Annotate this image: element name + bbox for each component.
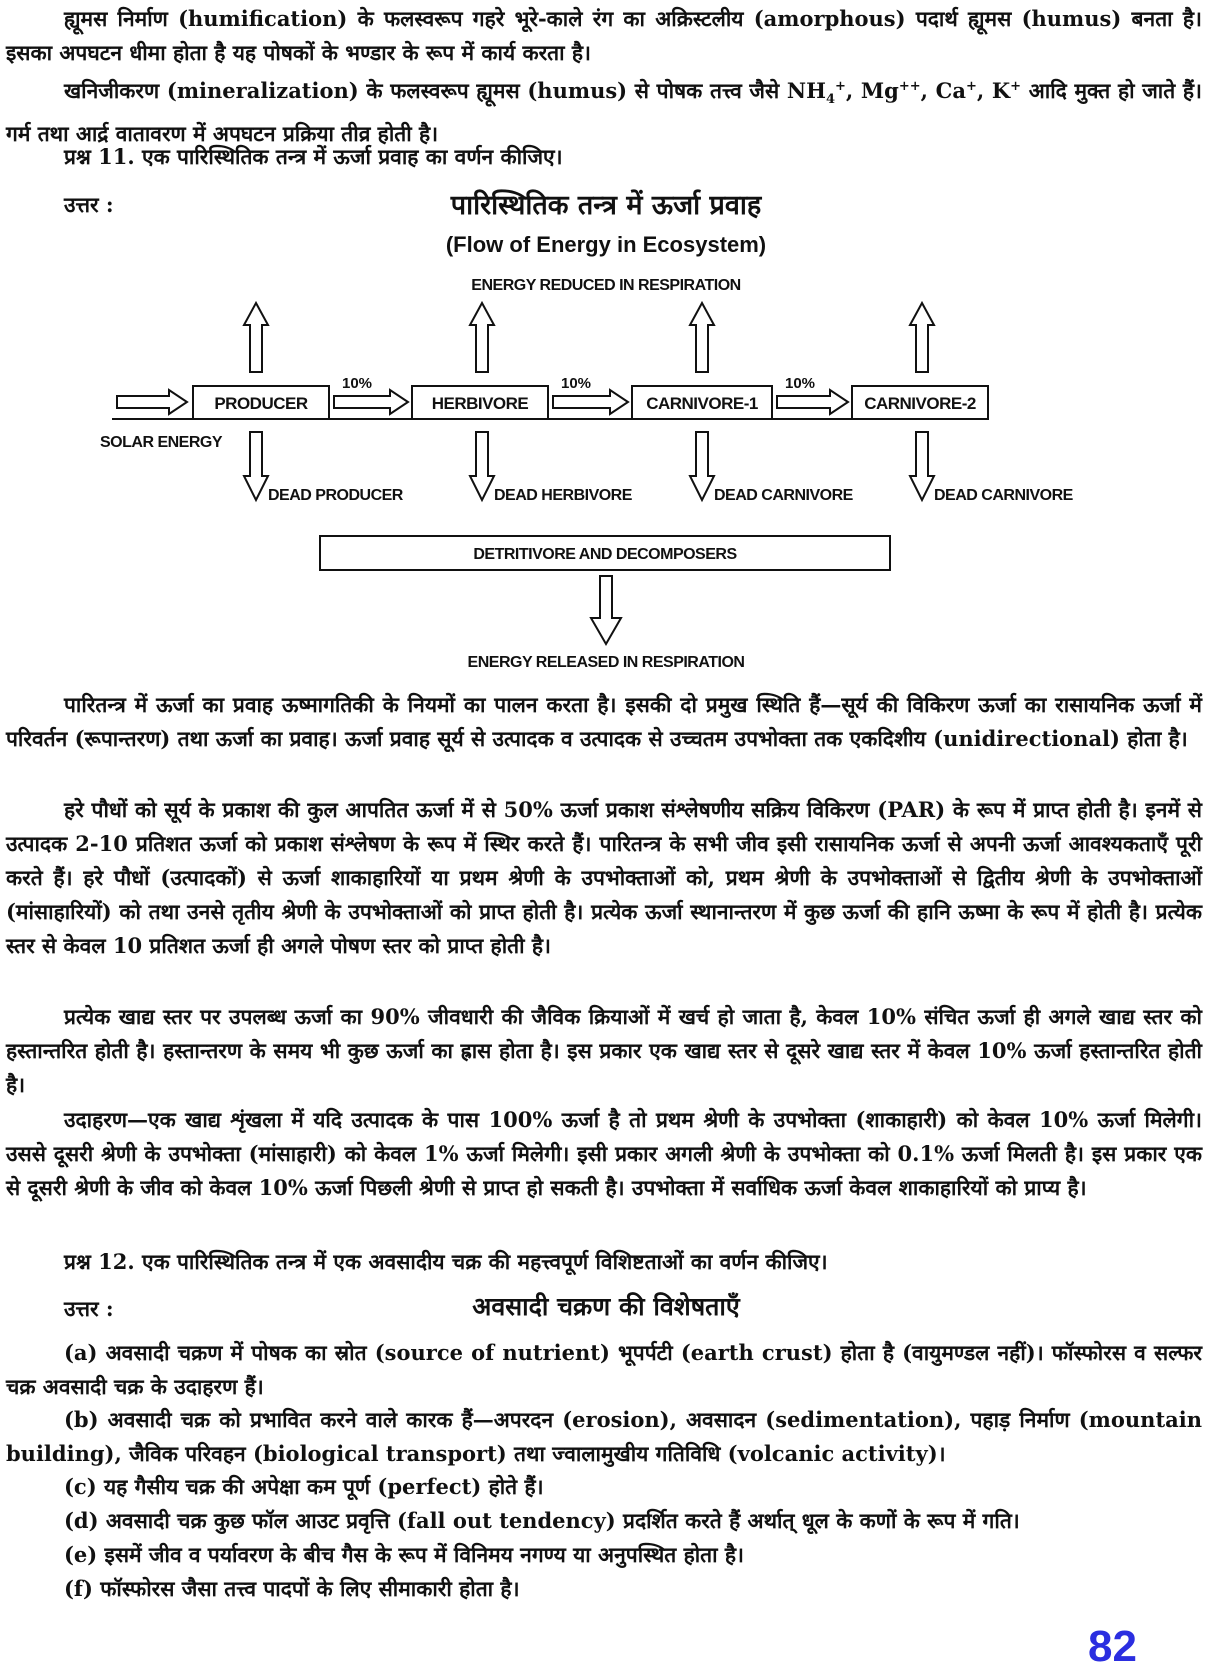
energy-flow-paragraph-2: हरे पौधों को सूर्य के प्रकाश की कुल आपतित ऊर्जा में से 50% ऊर्जा प्रकाश संश्लेषणीय सक्रिय विकिरण (PAR) के रूप में प्राप्त होती है। इनमें से उत्पादक 2-10 प्रतिशत ऊर्जा को प्रकाश संश्लेषण के रूप में स्थिर करते हैं। पारितन्त्र के सभी जीव इसी रासायनिक ऊर्जा से अपनी ऊर्जा आवश्यकताएँ पूरी करते हैं। हरे पौधों (उत्पादकों) से ऊर्जा शाकाहारियों या प्रथम श्रेणी के उपभोक्ताओं को, प्रथम श्रेणी के उपभोक्ताओं से द्वितीय श्रेणी के उपभोक्ताओं (मांसाहारियों) को तथा उनसे तृतीय श्रेणी के उपभोक्ताओं को प्राप्त होती है। प्रत्येक ऊर्जा स्थानान्तरण में कुछ ऊर्जा की हानि ऊष्मा के रूप में होती है। प्रत्येक स्तर से केवल 10 प्रतिशत ऊर्जा ही अगले पोषण स्तर को प्राप्त होती है। (6, 797, 1202, 958)
feature-item-a: (a) अवसादी चक्रण में पोषक का स्रोत (source of nutrient) भूपर्पटी (earth crust) होता है (वायुमण्डल नहीं)। फॉस्फोरस व सल्फर चक्र अवसादी चक्र के उदाहरण हैं। (6, 1340, 1202, 1399)
solar-input-arrow-icon (117, 390, 187, 414)
energy-flow-diagram (0, 265, 1212, 675)
answer-label-12: उत्तर : (64, 1296, 114, 1321)
respiration-up-arrow-icon (690, 303, 714, 372)
dead-down-arrow-icon (910, 432, 934, 500)
feature-item-e: (e) इसमें जीव व पर्यावरण के बीच गैस के रूप में विनिमय नगण्य या अनुपस्थित होता है। (64, 1542, 744, 1567)
trophic-level-label: PRODUCER (214, 394, 308, 413)
question-12: प्रश्न 12. एक पारिस्थितिक तन्त्र में एक अवसादीय चक्र की महत्त्वपूर्ण विशिष्टताओं का वर्णन कीजिए। (64, 1249, 828, 1274)
dead-organism-label: DEAD CARNIVORE (714, 487, 853, 504)
ion-list: $_4$+, Mg++, Ca+, K+ (825, 78, 1022, 108)
feature-item-f: (f) फॉस्फोरस जैसा तत्त्व पादपों के लिए सीमाकारी होता है। (64, 1576, 520, 1601)
humification-paragraph: ह्यूमस निर्माण (humification) के फलस्वरूप गहरे भूरे-काले रंग का अक्रिस्टलीय (amorphous) पदार्थ ह्यूमस (humus) बनता है। इसका अपघटन धीमा होता है यह पोषकों के भण्डार के रूप में कार्य करता है। (6, 6, 1202, 65)
transfer-arrow-icon (553, 390, 628, 414)
energy-flow-paragraph-3: प्रत्येक खाद्य स्तर पर उपलब्ध ऊर्जा का 90% जीवधारी की जैविक क्रियाओं में खर्च हो जाता है, केवल 10% संचित ऊर्जा ही अगले खाद्य स्तर को हस्तान्तरित होती है। हस्तान्तरण के समय भी कुछ ऊर्जा का ह्रास होता है। इस प्रकार एक खाद्य स्तर से दूसरे खाद्य स्तर में केवल 10% ऊर्जा हस्तान्तरित होती है। (6, 1004, 1202, 1097)
feature-item-c: (c) यह गैसीय चक्र की अपेक्षा कम पूर्ण (perfect) होते हैं। (64, 1474, 544, 1499)
mineralization-text: खनिजीकरण (mineralization) के फलस्वरूप ह्यूमस (humus) से पोषक तत्त्व जैसे NH (64, 78, 826, 103)
energy-flow-paragraph-1: पारितन्त्र में ऊर्जा का प्रवाह ऊष्मागतिकी के नियमों का पालन करता है। इसकी दो प्रमुख स्थिति हैं—सूर्य की विकिरण ऊर्जा का रासायनिक ऊर्जा में परिवर्तन (रूपान्तरण) तथा ऊर्जा का प्रवाह। ऊर्जा प्रवाह सूर्य से उत्पादक व उत्पादक से उच्चतम उपभोक्ता तक एकदिशीय (unidirectional) होता है। (6, 692, 1202, 751)
respiration-up-arrow-icon (470, 303, 494, 372)
energy-flow-title-hindi: पारिस्थितिक तन्त्र में ऊर्जा प्रवाह (450, 190, 762, 221)
trophic-level-label: CARNIVORE-1 (646, 394, 758, 413)
respiration-up-arrow-icon (244, 303, 268, 372)
feature-item-b: (b) अवसादी चक्र को प्रभावित करने वाले कारक हैं—अपरदन (erosion), अवसादन (sedimentation), पहाड़ निर्माण (mountain building), जैविक परिवहन (biological transport) तथा ज्वालामुखीय गतिविधि (volcanic activity)। (6, 1407, 1202, 1466)
dead-down-arrow-icon (690, 432, 714, 500)
dead-organism-label: DEAD CARNIVORE (934, 487, 1073, 504)
energy-reduced-label: ENERGY REDUCED IN RESPIRATION (471, 277, 741, 294)
sedimentary-cycle-title: अवसादी चक्रण की विशेषताएँ (472, 1292, 740, 1321)
dead-organism-label: DEAD HERBIVORE (494, 487, 632, 504)
mineralization-text-end: आदि मुक्त हो जाते हैं। गर्म तथा आर्द्र वातावरण में अपघटन प्रक्रिया तीव्र होती है। (6, 78, 1203, 147)
transfer-percent-label: 10% (342, 375, 373, 392)
dead-down-arrow-icon (244, 432, 268, 500)
trophic-level-label: HERBIVORE (431, 394, 529, 413)
feature-item-d: (d) अवसादी चक्र कुछ फॉल आउट प्रवृत्ति (fall out tendency) प्रदर्शित करते हैं अर्थात् धूल के कणों के रूप में गति। (64, 1508, 1020, 1533)
mineralization-paragraph (6, 70, 1202, 151)
diagram-marks (112, 303, 1074, 504)
question-11: प्रश्न 11. एक पारिस्थितिक तन्त्र में ऊर्जा प्रवाह का वर्णन कीजिए। (64, 144, 563, 169)
respiration-up-arrow-icon (910, 303, 934, 372)
decomposer-label: DETRITIVORE AND DECOMPOSERS (473, 546, 737, 563)
trophic-level-label: CARNIVORE-2 (864, 394, 976, 413)
transfer-percent-label: 10% (785, 375, 816, 392)
decomposer-down-arrow-icon (591, 576, 621, 644)
energy-flow-example-paragraph: उदाहरण—एक खाद्य शृंखला में यदि उत्पादक के पास 100% ऊर्जा है तो प्रथम श्रेणी के उपभोक्ता (शाकाहारी) को केवल 10% ऊर्जा मिलेगी। उससे दूसरी श्रेणी के उपभोक्ता (मांसाहारी) को केवल 1% ऊर्जा मिलेगी। इसी प्रकार अगली श्रेणी के उपभोक्ता को 0.1% ऊर्जा मिलती है। इस प्रकार एक से दूसरी श्रेणी के जीव को केवल 10% ऊर्जा पिछली श्रेणी से प्राप्त हो सकती है। उपभोक्ता में सर्वाधिक ऊर्जा केवल शाकाहारियों को प्राप्य है। (6, 1107, 1202, 1200)
energy-flow-title-english: (Flow of Energy in Ecosystem) (445, 232, 767, 257)
transfer-arrow-icon (777, 390, 848, 414)
page-number: 82 (1088, 1622, 1137, 1671)
solar-energy-label: SOLAR ENERGY (100, 434, 223, 451)
transfer-percent-label: 10% (561, 375, 592, 392)
dead-down-arrow-icon (470, 432, 494, 500)
energy-released-label: ENERGY RELEASED IN RESPIRATION (467, 654, 745, 671)
transfer-arrow-icon (334, 390, 408, 414)
dead-organism-label: DEAD PRODUCER (268, 487, 403, 504)
answer-label-11: उत्तर : (64, 192, 114, 217)
